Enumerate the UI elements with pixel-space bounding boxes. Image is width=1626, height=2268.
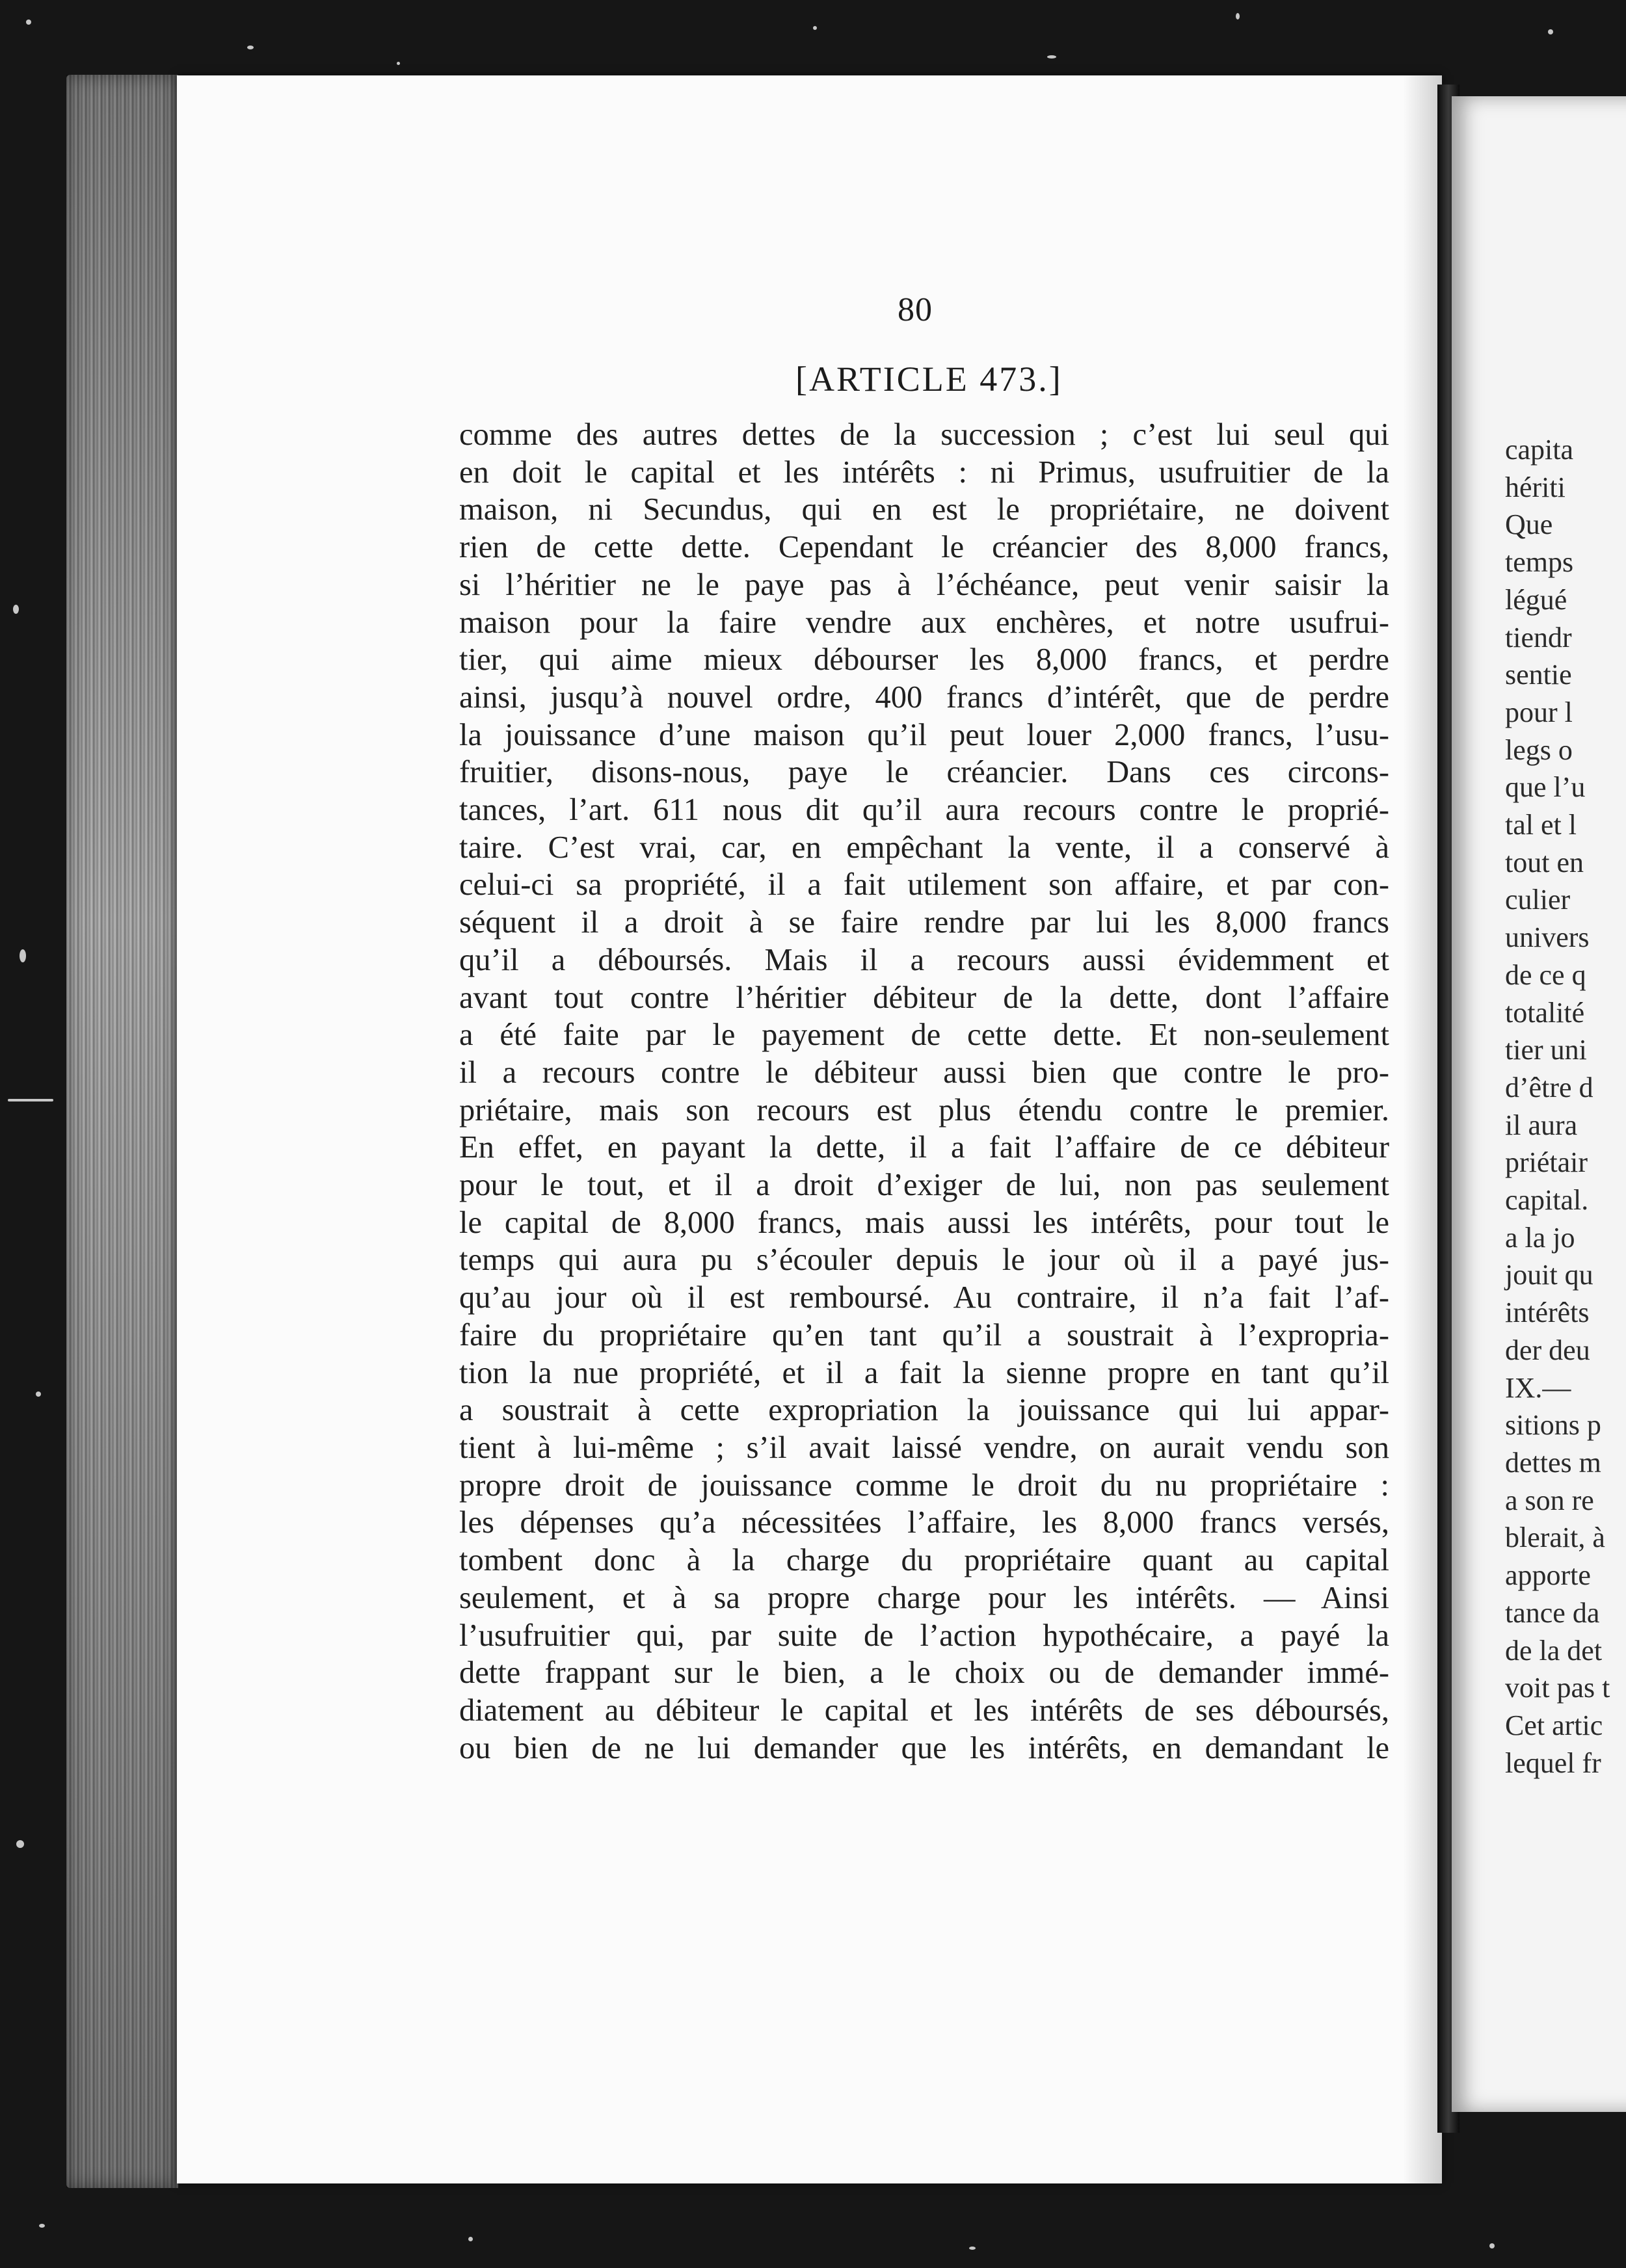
text-line: priétaire, mais son recours est plus étendu contre le premier. — [459, 1092, 1389, 1127]
facing-text-line: univers — [1505, 921, 1590, 954]
facing-text-line: de la det — [1505, 1634, 1603, 1667]
text-line: En effet, en payant la dette, il a fait l’affaire de ce débiteur — [459, 1130, 1389, 1165]
facing-text-line: tal et l — [1505, 809, 1577, 841]
text-line: l’usufruitier qui, par suite de l’action hypothécaire, a payé la — [459, 1618, 1389, 1653]
facing-text-line: dettes m — [1505, 1446, 1601, 1479]
text-line: en doit le capital et les intérêts : ni Primus, usufruitier de la — [459, 455, 1389, 490]
facing-text-line: tiendr — [1505, 621, 1572, 653]
text-line: comme des autres dettes de la succession ; c’est lui seul qui — [459, 417, 1389, 452]
text-line: ainsi, jusqu’à nouvel ordre, 400 francs d’intérêt, que de perdre — [459, 679, 1389, 715]
facing-page-text — [1505, 431, 1610, 1782]
text-line: si l’héritier ne le paye pas à l’échéance, peut venir saisir la — [459, 567, 1389, 602]
text-line: dette frappant sur le bien, a le choix ou de demander immé- — [459, 1655, 1389, 1691]
facing-text-line: tier uni — [1505, 1034, 1587, 1066]
facing-text-line: hériti — [1505, 471, 1566, 503]
facing-text-line: capital. — [1505, 1184, 1589, 1217]
body-text — [459, 416, 1389, 1767]
text-line: le capital de 8,000 francs, mais aussi les intérêts, pour tout le — [459, 1205, 1389, 1240]
text-line: diatement au débiteur le capital et les intérêts de ses déboursés, — [459, 1693, 1389, 1728]
facing-text-line: légué — [1505, 583, 1567, 616]
facing-text-line: Que — [1505, 508, 1553, 541]
text-line: a soustrait à cette expropriation la jouissance qui lui appar- — [459, 1393, 1389, 1428]
text-line: propre droit de jouissance comme le droit du nu propriétaire : — [459, 1468, 1389, 1503]
facing-page — [1452, 96, 1626, 2112]
text-line: pour le tout, et il a droit d’exiger de lui, non pas seulement — [459, 1168, 1389, 1203]
facing-text-line: sentie — [1505, 659, 1572, 691]
facing-text-line: jouit qu — [1505, 1259, 1593, 1291]
text-line: tion la nue propriété, et il a fait la sienne propre en tant qu’il — [459, 1355, 1389, 1390]
text-line: tombent donc à la charge du propriétaire quant au capital — [459, 1543, 1389, 1578]
facing-text-line: blerait, à — [1505, 1522, 1605, 1554]
text-line: celui-ci sa propriété, il a fait utilement son affaire, et par con- — [459, 867, 1389, 903]
facing-text-line: capita — [1505, 434, 1574, 466]
facing-text-line: IX.— — [1505, 1371, 1571, 1404]
facing-text-line: apporte — [1505, 1559, 1591, 1592]
text-line: qu’il a déboursés. Mais il a recours aussi évidemment et — [459, 942, 1389, 977]
text-line: faire du propriétaire qu’en tant qu’il a soustrait à l’expropria- — [459, 1317, 1389, 1352]
text-line: tier, qui aime mieux débourser les 8,000 francs, et perdre — [459, 642, 1389, 678]
facing-text-line: tance da — [1505, 1596, 1600, 1629]
text-line: maison, ni Secundus, qui en est le propriétaire, ne doivent — [459, 492, 1389, 527]
text-line: rien de cette dette. Cependant le créancier des 8,000 francs, — [459, 530, 1389, 565]
running-head: [ARTICLE 473.] — [795, 360, 1063, 399]
facing-text-line: lequel fr — [1505, 1747, 1601, 1779]
facing-text-line: intérêts — [1505, 1297, 1590, 1329]
text-line: les dépenses qu’a nécessitées l’affaire, les 8,000 francs versés, — [459, 1505, 1389, 1540]
facing-text-line: que l’u — [1505, 771, 1586, 804]
text-line: séquent il a droit à se faire rendre par lui les 8,000 francs — [459, 905, 1389, 940]
text-line: seulement, et à sa propre charge pour les intérêts. — Ainsi — [459, 1580, 1389, 1615]
text-line: a été faite par le payement de cette dette. Et non-seulement — [459, 1018, 1389, 1053]
text-line: avant tout contre l’héritier débiteur de la dette, dont l’affaire — [459, 980, 1389, 1015]
book-page-edges — [66, 75, 178, 2188]
facing-text-line: pour l — [1505, 696, 1573, 728]
facing-text-line: voit pas t — [1505, 1672, 1610, 1704]
text-line: maison pour la faire vendre aux enchères, et notre usufrui- — [459, 605, 1389, 640]
facing-text-line: il aura — [1505, 1109, 1578, 1141]
facing-text-line: tout en — [1505, 846, 1584, 878]
text-line: tances, l’art. 611 nous dit qu’il aura recours contre le proprié- — [459, 793, 1389, 828]
text-line: tient à lui-même ; s’il avait laissé vendre, on aurait vendu son — [459, 1430, 1389, 1465]
facing-text-line: legs o — [1505, 733, 1573, 766]
facing-text-line: priétair — [1505, 1146, 1588, 1179]
facing-text-line: culier — [1505, 884, 1571, 916]
facing-text-line: totalité — [1505, 996, 1585, 1029]
facing-text-line: der deu — [1505, 1334, 1590, 1366]
text-line: fruitier, disons-nous, paye le créancier. Dans ces circons- — [459, 755, 1389, 790]
text-line: temps qui aura pu s’écouler depuis le jour où il a payé jus- — [459, 1243, 1389, 1278]
facing-text-line: temps — [1505, 546, 1574, 579]
facing-text-line: d’être d — [1505, 1071, 1593, 1103]
text-line: ou bien de ne lui demander que les intérêts, en demandant le — [459, 1730, 1389, 1765]
facing-text-line: Cet artic — [1505, 1709, 1603, 1741]
text-line: taire. C’est vrai, car, en empêchant la vente, il a conservé à — [459, 830, 1389, 865]
facing-text-line: de ce q — [1505, 958, 1586, 991]
text-line: il a recours contre le débiteur aussi bien que contre le pro- — [459, 1055, 1389, 1090]
text-line: qu’au jour où il est remboursé. Au contraire, il n’a fait l’af- — [459, 1280, 1389, 1315]
facing-text-line: a son re — [1505, 1484, 1594, 1516]
text-line: la jouissance d’une maison qu’il peut louer 2,000 francs, l’usu- — [459, 717, 1389, 752]
facing-text-line: a la jo — [1505, 1221, 1575, 1254]
page-number: 80 — [898, 291, 933, 328]
facing-text-line: sitions p — [1505, 1409, 1601, 1442]
